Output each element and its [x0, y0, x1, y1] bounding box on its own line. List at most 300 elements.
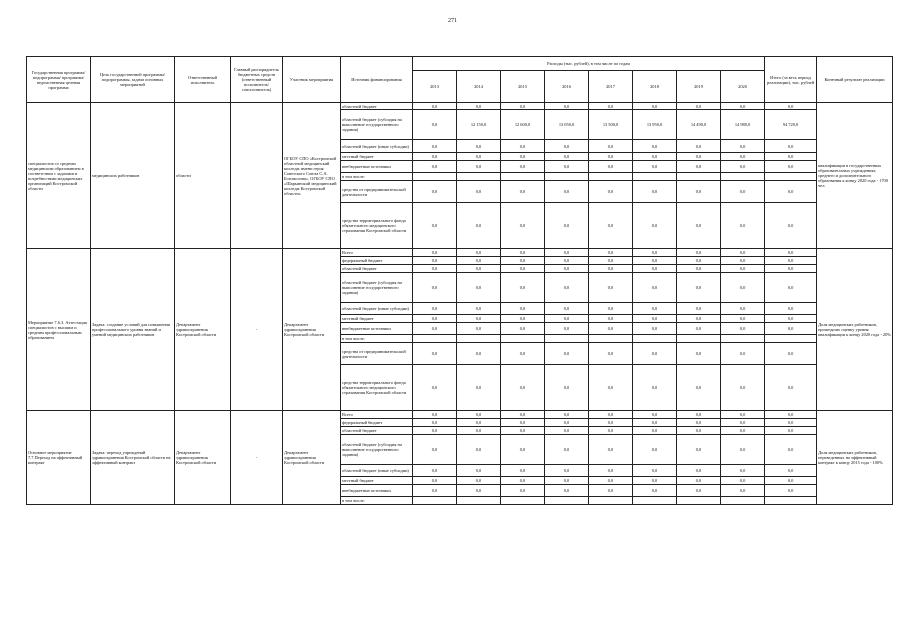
- block-goal: Задача: переход учреждений здравоохранения Костромской области на эффективный контракт: [91, 411, 175, 505]
- year-value-cell: 0,0: [501, 257, 545, 265]
- year-value-cell: 0,0: [413, 140, 457, 153]
- year-value-cell: 0,0: [545, 477, 589, 485]
- year-value-cell: 0,0: [545, 181, 589, 203]
- table-row: [27, 411, 893, 419]
- year-value-cell: 0,0: [501, 153, 545, 161]
- year-value-cell: 13 500,0: [589, 110, 633, 140]
- year-value-cell: 0,0: [413, 153, 457, 161]
- financing-table: [26, 56, 893, 505]
- funding-source-cell: федеральный бюджет: [341, 419, 413, 427]
- header-year: 2015: [501, 71, 545, 103]
- year-value-cell: 0,0: [677, 477, 721, 485]
- year-value-cell: 0,0: [413, 365, 457, 411]
- year-value-cell: 0,0: [677, 153, 721, 161]
- header-year: 2017: [589, 71, 633, 103]
- year-value-cell: [501, 173, 545, 181]
- header-year: 2019: [677, 71, 721, 103]
- header-expenses: Расходы (тыс. рублей), в том числе по годам: [413, 57, 765, 71]
- funding-source-cell: областной бюджет: [341, 265, 413, 273]
- year-value-cell: 0,0: [545, 257, 589, 265]
- total-value-cell: 0,0: [765, 161, 817, 173]
- total-value-cell: 0,0: [765, 103, 817, 110]
- funding-source-cell: федеральный бюджет: [341, 257, 413, 265]
- year-value-cell: 0,0: [501, 435, 545, 465]
- year-value-cell: 0,0: [721, 315, 765, 323]
- total-value-cell: [765, 335, 817, 343]
- year-value-cell: 0,0: [721, 465, 765, 477]
- funding-source-cell: местный бюджет: [341, 153, 413, 161]
- year-value-cell: 0,0: [501, 181, 545, 203]
- year-value-cell: 0,0: [545, 343, 589, 365]
- total-value-cell: 0,0: [765, 465, 817, 477]
- total-value-cell: 0,0: [765, 153, 817, 161]
- year-value-cell: 0,0: [413, 427, 457, 435]
- year-value-cell: 0,0: [545, 303, 589, 315]
- header-result: Конечный результат реализации: [817, 57, 893, 103]
- year-value-cell: 0,0: [589, 323, 633, 335]
- year-value-cell: 0,0: [589, 265, 633, 273]
- total-value-cell: 0,0: [765, 485, 817, 497]
- block-manager: -: [231, 249, 283, 411]
- table-row: [27, 103, 893, 110]
- year-value-cell: [677, 497, 721, 505]
- year-value-cell: 0,0: [457, 411, 501, 419]
- year-value-cell: 0,0: [721, 411, 765, 419]
- block-program: Мероприятие 7.6.3. Аттестация специалистов с высшим и средним профессиональным образованием: [27, 249, 91, 411]
- year-value-cell: [413, 497, 457, 505]
- funding-source-cell: внебюджетные источники: [341, 485, 413, 497]
- total-value-cell: 0,0: [765, 265, 817, 273]
- year-value-cell: 0,0: [589, 365, 633, 411]
- total-value-cell: 0,0: [765, 365, 817, 411]
- year-value-cell: [413, 335, 457, 343]
- year-value-cell: 0,0: [677, 273, 721, 303]
- year-value-cell: [633, 497, 677, 505]
- year-value-cell: 0,0: [457, 273, 501, 303]
- total-value-cell: 0,0: [765, 427, 817, 435]
- year-value-cell: 0,0: [721, 365, 765, 411]
- year-value-cell: 0,0: [413, 477, 457, 485]
- block-goal: медицинских работников: [91, 103, 175, 249]
- year-value-cell: 0,0: [545, 103, 589, 110]
- block-participant: Департамент здравоохранения Костромской области: [283, 411, 341, 505]
- year-value-cell: 13 050,0: [545, 110, 589, 140]
- funding-source-cell: Всего: [341, 249, 413, 257]
- year-value-cell: 0,0: [589, 485, 633, 497]
- total-value-cell: 0,0: [765, 343, 817, 365]
- year-value-cell: 0,0: [589, 249, 633, 257]
- total-value-cell: 0,0: [765, 203, 817, 249]
- year-value-cell: 0,0: [501, 343, 545, 365]
- funding-source-cell: областной бюджет (субсидия на выполнение государственного задания): [341, 273, 413, 303]
- year-value-cell: 0,0: [413, 273, 457, 303]
- year-value-cell: 0,0: [545, 153, 589, 161]
- year-value-cell: 0,0: [545, 315, 589, 323]
- year-value-cell: [545, 173, 589, 181]
- year-value-cell: 0,0: [501, 303, 545, 315]
- year-value-cell: 0,0: [721, 161, 765, 173]
- year-value-cell: 0,0: [457, 103, 501, 110]
- header-year: 2014: [457, 71, 501, 103]
- header-year: 2020: [721, 71, 765, 103]
- year-value-cell: [501, 335, 545, 343]
- year-value-cell: 0,0: [677, 427, 721, 435]
- year-value-cell: 0,0: [677, 365, 721, 411]
- funding-source-cell: областной бюджет (иные субсидии): [341, 140, 413, 153]
- year-value-cell: [633, 335, 677, 343]
- year-value-cell: 0,0: [457, 140, 501, 153]
- year-value-cell: 0,0: [721, 427, 765, 435]
- year-value-cell: 0,0: [413, 485, 457, 497]
- year-value-cell: 0,0: [721, 273, 765, 303]
- block-participant: Департамент здравоохранения Костромской области: [283, 249, 341, 411]
- year-value-cell: 0,0: [457, 427, 501, 435]
- year-value-cell: 0,0: [721, 485, 765, 497]
- total-value-cell: [765, 173, 817, 181]
- block-goal: Задача: создание условий для повышения профессионального уровня знаний и умений медицинских работников: [91, 249, 175, 411]
- year-value-cell: 0,0: [633, 265, 677, 273]
- year-value-cell: 0,0: [545, 249, 589, 257]
- year-value-cell: 0,0: [413, 161, 457, 173]
- year-value-cell: 0,0: [545, 411, 589, 419]
- year-value-cell: 0,0: [413, 411, 457, 419]
- year-value-cell: [545, 335, 589, 343]
- year-value-cell: 0,0: [633, 411, 677, 419]
- year-value-cell: 0,0: [457, 265, 501, 273]
- total-value-cell: 0,0: [765, 435, 817, 465]
- year-value-cell: 0,0: [589, 161, 633, 173]
- total-value-cell: 0,0: [765, 181, 817, 203]
- year-value-cell: 0,0: [633, 323, 677, 335]
- year-value-cell: 0,0: [677, 315, 721, 323]
- year-value-cell: 0,0: [589, 181, 633, 203]
- year-value-cell: 0,0: [501, 161, 545, 173]
- year-value-cell: 0,0: [677, 249, 721, 257]
- year-value-cell: 0,0: [501, 203, 545, 249]
- year-value-cell: 0,0: [721, 257, 765, 265]
- year-value-cell: [457, 497, 501, 505]
- year-value-cell: 0,0: [413, 323, 457, 335]
- funding-source-cell: областной бюджет (иные субсидии): [341, 465, 413, 477]
- total-value-cell: 0,0: [765, 249, 817, 257]
- year-value-cell: 0,0: [413, 315, 457, 323]
- year-value-cell: 0,0: [413, 265, 457, 273]
- header-budget-manager: Главный распорядитель бюджетных средств (ответственный исполнитель/ соисполнитель): [231, 57, 283, 103]
- year-value-cell: 0,0: [677, 265, 721, 273]
- year-value-cell: 0,0: [545, 161, 589, 173]
- year-value-cell: 0,0: [457, 435, 501, 465]
- block-executor: Департамент здравоохранения Костромской области: [175, 411, 231, 505]
- year-value-cell: 0,0: [677, 257, 721, 265]
- year-value-cell: 0,0: [413, 249, 457, 257]
- year-value-cell: 0,0: [545, 365, 589, 411]
- year-value-cell: 0,0: [413, 419, 457, 427]
- year-value-cell: 0,0: [545, 485, 589, 497]
- year-value-cell: 0,0: [677, 103, 721, 110]
- year-value-cell: 0,0: [545, 203, 589, 249]
- year-value-cell: 0,0: [413, 181, 457, 203]
- year-value-cell: 0,0: [677, 465, 721, 477]
- block-result: квалификации в государственных образовательных учреждениях среднего и дополнительного образования к концу 2020 года - 1700 чел.: [817, 103, 893, 249]
- year-value-cell: 0,0: [457, 203, 501, 249]
- funding-source-cell: Всего: [341, 411, 413, 419]
- header-year: 2018: [633, 71, 677, 103]
- year-value-cell: 0,0: [633, 485, 677, 497]
- year-value-cell: 0,0: [677, 485, 721, 497]
- year-value-cell: 0,0: [677, 323, 721, 335]
- year-value-cell: 0,0: [721, 435, 765, 465]
- year-value-cell: 0,0: [501, 427, 545, 435]
- year-value-cell: 0,0: [501, 485, 545, 497]
- year-value-cell: 0,0: [545, 419, 589, 427]
- year-value-cell: 0,0: [633, 419, 677, 427]
- year-value-cell: 0,0: [721, 103, 765, 110]
- year-value-cell: 0,0: [721, 419, 765, 427]
- year-value-cell: 0,0: [589, 343, 633, 365]
- year-value-cell: 0,0: [589, 315, 633, 323]
- year-value-cell: 0,0: [501, 273, 545, 303]
- year-value-cell: 0,0: [589, 303, 633, 315]
- year-value-cell: 0,0: [589, 273, 633, 303]
- header-funding-source: Источник финансирования: [341, 57, 413, 103]
- year-value-cell: 0,0: [589, 411, 633, 419]
- total-value-cell: 0,0: [765, 257, 817, 265]
- funding-source-cell: внебюджетные источники: [341, 323, 413, 335]
- block-program: Основное мероприятие 7.7.Переход на эффективный контракт: [27, 411, 91, 505]
- table-header: [27, 57, 893, 103]
- year-value-cell: 0,0: [457, 465, 501, 477]
- year-value-cell: [457, 335, 501, 343]
- year-value-cell: 0,0: [501, 103, 545, 110]
- year-value-cell: [721, 335, 765, 343]
- block-manager: [231, 103, 283, 249]
- funding-source-cell: средства территориального фонда обязательного медицинского страхования Костромской области: [341, 365, 413, 411]
- year-value-cell: 0,0: [501, 411, 545, 419]
- funding-source-cell: в том числе:: [341, 497, 413, 505]
- year-value-cell: 0,0: [589, 477, 633, 485]
- block-program: специалистов со средним медицинским образованием в соответствии с задачами и потребностями медицинских организаций Костромской области: [27, 103, 91, 249]
- year-value-cell: 0,0: [633, 273, 677, 303]
- funding-source-cell: средства от предпринимательской деятельности: [341, 181, 413, 203]
- year-value-cell: 0,0: [545, 140, 589, 153]
- total-value-cell: 94 720,0: [765, 110, 817, 140]
- block-participant: ОГБОУ СПО «Костромской областной медицинский колледж имени героя Советского Союза С.А. Богомолова», ОГБОУ СПО «Шарьинский медицинский колледж Костромской области»: [283, 103, 341, 249]
- year-value-cell: [589, 497, 633, 505]
- year-value-cell: 0,0: [501, 315, 545, 323]
- funding-source-cell: в том числе:: [341, 335, 413, 343]
- year-value-cell: 0,0: [721, 140, 765, 153]
- block-result: Доля медицинских работников, прошедших оценку уровня квалификации к концу 2020 года - 20%: [817, 249, 893, 411]
- year-value-cell: 0,0: [457, 485, 501, 497]
- year-value-cell: 0,0: [545, 273, 589, 303]
- header-total: Итого (за весь период реализации), тыс. рублей: [765, 57, 817, 103]
- block-executor: области: [175, 103, 231, 249]
- year-value-cell: 0,0: [457, 315, 501, 323]
- year-value-cell: 0,0: [457, 323, 501, 335]
- funding-source-cell: областной бюджет (субсидия на выполнение государственного задания): [341, 435, 413, 465]
- year-value-cell: 0,0: [501, 249, 545, 257]
- year-value-cell: 0,0: [501, 323, 545, 335]
- year-value-cell: 0,0: [501, 140, 545, 153]
- year-value-cell: 0,0: [677, 203, 721, 249]
- year-value-cell: 0,0: [501, 365, 545, 411]
- year-value-cell: 0,0: [501, 465, 545, 477]
- year-value-cell: 0,0: [545, 435, 589, 465]
- year-value-cell: 0,0: [457, 303, 501, 315]
- block-result: Доля медицинских работников, переведенных на эффективный контракт к концу 2015 года - 100%: [817, 411, 893, 505]
- total-value-cell: 0,0: [765, 477, 817, 485]
- page-number: 271: [448, 18, 457, 24]
- year-value-cell: 12 150,0: [457, 110, 501, 140]
- year-value-cell: 0,0: [677, 303, 721, 315]
- year-value-cell: 0,0: [677, 419, 721, 427]
- total-value-cell: 0,0: [765, 315, 817, 323]
- year-value-cell: 0,0: [633, 249, 677, 257]
- year-value-cell: [413, 173, 457, 181]
- header-goal: Цель государственной программы/подпрограммы, задачи основных мероприятий: [91, 57, 175, 103]
- year-value-cell: 0,0: [721, 265, 765, 273]
- year-value-cell: 0,0: [633, 140, 677, 153]
- year-value-cell: 0,0: [589, 153, 633, 161]
- year-value-cell: 0,0: [721, 153, 765, 161]
- year-value-cell: 14 490,0: [677, 110, 721, 140]
- year-value-cell: 0,0: [633, 427, 677, 435]
- year-value-cell: 0,0: [457, 181, 501, 203]
- year-value-cell: 0,0: [589, 419, 633, 427]
- table-body: [27, 103, 893, 505]
- year-value-cell: 0,0: [457, 249, 501, 257]
- year-value-cell: 0,0: [545, 265, 589, 273]
- year-value-cell: 0,0: [545, 465, 589, 477]
- year-value-cell: 0,0: [413, 465, 457, 477]
- year-value-cell: 0,0: [721, 203, 765, 249]
- year-value-cell: 0,0: [721, 181, 765, 203]
- total-value-cell: 0,0: [765, 419, 817, 427]
- funding-source-cell: в том числе:: [341, 173, 413, 181]
- year-value-cell: 0,0: [721, 303, 765, 315]
- year-value-cell: 0,0: [677, 435, 721, 465]
- funding-source-cell: внебюджетные источники: [341, 161, 413, 173]
- year-value-cell: 0,0: [677, 411, 721, 419]
- table-row: [27, 249, 893, 257]
- year-value-cell: 0,0: [589, 103, 633, 110]
- year-value-cell: 0,0: [457, 365, 501, 411]
- year-value-cell: 0,0: [589, 435, 633, 465]
- year-value-cell: [633, 173, 677, 181]
- year-value-cell: 0,0: [633, 465, 677, 477]
- year-value-cell: 0,0: [721, 323, 765, 335]
- year-value-cell: [501, 497, 545, 505]
- year-value-cell: [677, 173, 721, 181]
- year-value-cell: [721, 497, 765, 505]
- year-value-cell: 0,0: [633, 435, 677, 465]
- year-value-cell: [589, 335, 633, 343]
- year-value-cell: 0,0: [677, 161, 721, 173]
- year-value-cell: 0,0: [589, 203, 633, 249]
- total-value-cell: 0,0: [765, 303, 817, 315]
- year-value-cell: 0,0: [633, 365, 677, 411]
- funding-source-cell: местный бюджет: [341, 477, 413, 485]
- total-value-cell: 0,0: [765, 411, 817, 419]
- year-value-cell: 0,0: [413, 435, 457, 465]
- year-value-cell: 0,0: [677, 181, 721, 203]
- year-value-cell: 0,0: [589, 257, 633, 265]
- funding-source-cell: местный бюджет: [341, 315, 413, 323]
- year-value-cell: [457, 173, 501, 181]
- year-value-cell: 0,0: [501, 265, 545, 273]
- funding-source-cell: областной бюджет: [341, 427, 413, 435]
- year-value-cell: 0,0: [633, 257, 677, 265]
- year-value-cell: 0,0: [457, 257, 501, 265]
- header-year: 2016: [545, 71, 589, 103]
- year-value-cell: 0,0: [413, 103, 457, 110]
- year-value-cell: 0,0: [633, 477, 677, 485]
- year-value-cell: [545, 497, 589, 505]
- header-executor: Ответственный исполнитель: [175, 57, 231, 103]
- total-value-cell: 0,0: [765, 140, 817, 153]
- year-value-cell: 0,0: [721, 477, 765, 485]
- year-value-cell: 0,0: [413, 203, 457, 249]
- header-year: 2013: [413, 71, 457, 103]
- year-value-cell: 13 950,0: [633, 110, 677, 140]
- year-value-cell: 0,0: [721, 343, 765, 365]
- year-value-cell: 0,0: [589, 427, 633, 435]
- year-value-cell: 0,0: [677, 140, 721, 153]
- total-value-cell: 0,0: [765, 273, 817, 303]
- block-manager: -: [231, 411, 283, 505]
- year-value-cell: 0,0: [633, 103, 677, 110]
- funding-source-cell: областной бюджет: [341, 103, 413, 110]
- year-value-cell: [677, 335, 721, 343]
- year-value-cell: 0,0: [457, 161, 501, 173]
- year-value-cell: 0,0: [633, 153, 677, 161]
- year-value-cell: 14 980,0: [721, 110, 765, 140]
- year-value-cell: 0,0: [633, 203, 677, 249]
- year-value-cell: 0,0: [633, 315, 677, 323]
- year-value-cell: 0,0: [589, 140, 633, 153]
- year-value-cell: 0,0: [457, 343, 501, 365]
- year-value-cell: 0,0: [413, 343, 457, 365]
- year-value-cell: 0,0: [413, 303, 457, 315]
- year-value-cell: 0,0: [545, 427, 589, 435]
- block-executor: Департамент здравоохранения Костромской области: [175, 249, 231, 411]
- year-value-cell: [721, 173, 765, 181]
- year-value-cell: 0,0: [413, 110, 457, 140]
- funding-source-cell: областной бюджет (субсидия на выполнение государственного задания): [341, 110, 413, 140]
- year-value-cell: 0,0: [501, 477, 545, 485]
- year-value-cell: [589, 173, 633, 181]
- year-value-cell: 0,0: [677, 343, 721, 365]
- funding-source-cell: областной бюджет (иные субсидии): [341, 303, 413, 315]
- total-value-cell: [765, 497, 817, 505]
- year-value-cell: 12 600,0: [501, 110, 545, 140]
- header-participant: Участник мероприятия: [283, 57, 341, 103]
- year-value-cell: 0,0: [633, 303, 677, 315]
- year-value-cell: 0,0: [545, 323, 589, 335]
- funding-source-cell: средства территориального фонда обязательного медицинского страхования Костромской области: [341, 203, 413, 249]
- year-value-cell: 0,0: [501, 419, 545, 427]
- year-value-cell: 0,0: [633, 343, 677, 365]
- year-value-cell: 0,0: [413, 257, 457, 265]
- year-value-cell: 0,0: [457, 419, 501, 427]
- funding-source-cell: средства от предпринимательской деятельности: [341, 343, 413, 365]
- total-value-cell: 0,0: [765, 323, 817, 335]
- year-value-cell: 0,0: [633, 161, 677, 173]
- year-value-cell: 0,0: [457, 153, 501, 161]
- year-value-cell: 0,0: [721, 249, 765, 257]
- year-value-cell: 0,0: [633, 181, 677, 203]
- year-value-cell: 0,0: [457, 477, 501, 485]
